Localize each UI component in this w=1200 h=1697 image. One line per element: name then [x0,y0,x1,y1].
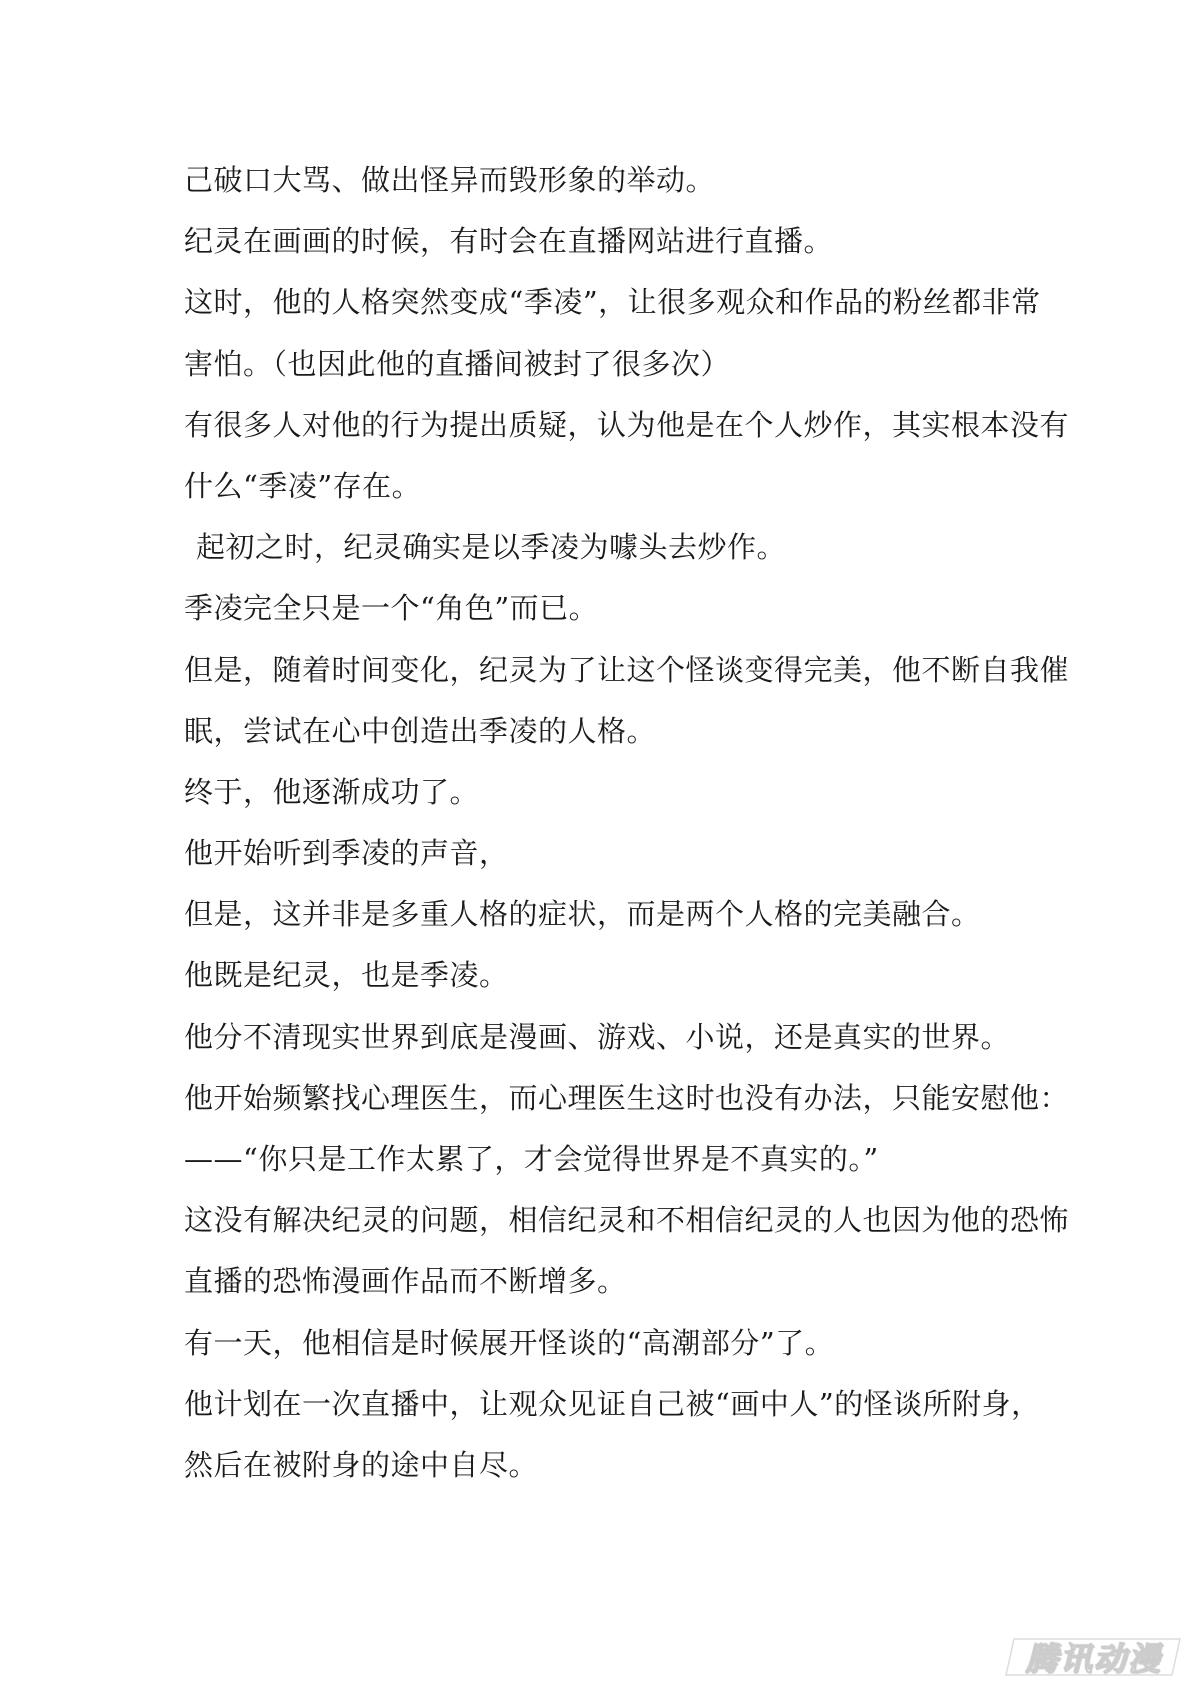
text-line: 什么“季凌”存在。 [184,468,422,503]
text-line: 有一天，他相信是时候展开怪谈的“高潮部分”了。 [184,1325,835,1360]
tencent-comic-watermark-logo [1004,1635,1184,1679]
text-line: 眠，尝试在心中创造出季凌的人格。 [184,713,657,748]
text-line: 他开始听到季凌的声音， [184,836,509,871]
watermark-text: 腾讯动漫 [1025,1640,1162,1678]
text-line: 害怕。（也因此他的直播间被封了很多次） [184,346,731,381]
text-line: ——“你只是工作太累了，才会觉得世界是不真实的。” [184,1142,879,1176]
text-line: 他计划在一次直播中，让观众见证自己被“画中人”的怪谈所附身， [184,1386,1041,1421]
text-line: 但是，随着时间变化，纪灵为了让这个怪谈变得完美，他不断自我催 [184,652,1070,687]
text-line: 他既是纪灵，也是季凌。 [184,958,509,993]
text-line: 己破口大骂、做出怪异而毁形象的举动。 [184,163,716,197]
text-line: 然后在被附身的途中自尽。 [184,1447,539,1482]
text-line: 纪灵在画画的时候，有时会在直播网站进行直播。 [184,224,834,259]
text-line: 但是，这并非是多重人格的症状，而是两个人格的完美融合。 [184,897,981,932]
text-line: 他开始频繁找心理医生，而心理医生这时也没有办法，只能安慰他： [184,1080,1070,1115]
text-line: 起初之时，纪灵确实是以季凌为噱头去炒作。 [196,530,787,565]
text-line: 有很多人对他的行为提出质疑，认为他是在个人炒作，其实根本没有 [184,407,1070,442]
text-line: 季凌完全只是一个“角色”而已。 [184,591,599,626]
text-line: 这没有解决纪灵的问题，相信纪灵和不相信纪灵的人也因为他的恐怖 [184,1203,1070,1238]
document-body [184,150,1070,1496]
text-line: 这时，他的人格突然变成“季凌”，让很多观众和作品的粉丝都非常 [184,285,1041,320]
text-line: 直播的恐怖漫画作品而不断增多。 [184,1264,627,1299]
text-line: 他分不清现实世界到底是漫画、游戏、小说，还是真实的世界。 [184,1019,1011,1054]
text-line: 终于，他逐渐成功了。 [184,774,480,809]
